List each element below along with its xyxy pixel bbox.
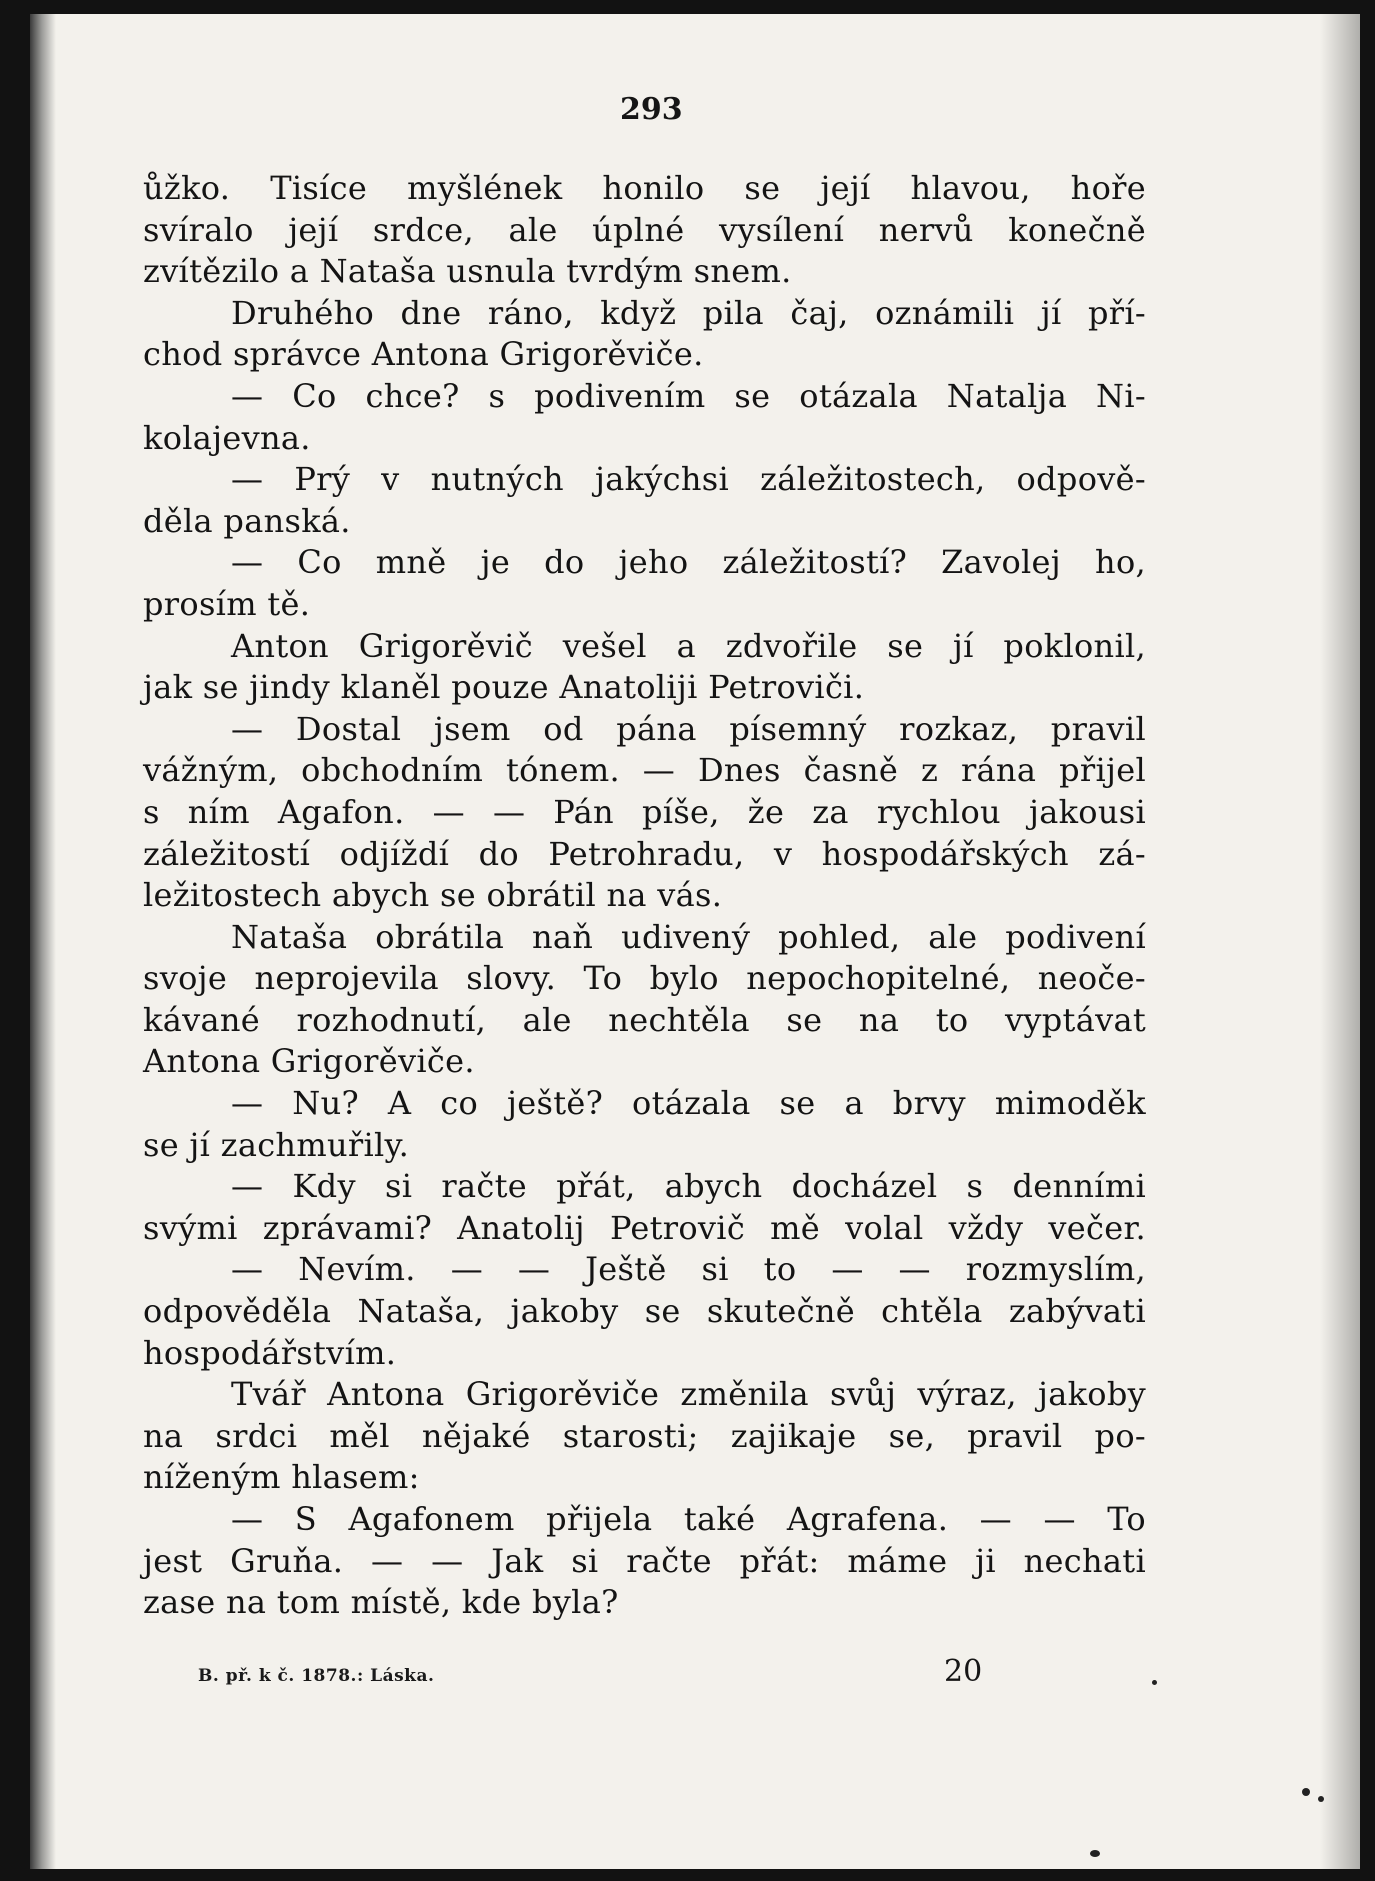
text-line: ležitostech abych se obrátil na vás.	[143, 876, 723, 915]
text-line: — Nevím. — — Ještě si to — — rozmyslím,	[231, 1250, 1146, 1289]
text-line: na srdci měl nějaké starosti; zajikaje se, pravil po-	[143, 1416, 1146, 1455]
text-line: zvítězilo a Nataša usnula tvrdým snem.	[143, 252, 792, 291]
text-line: kolajevna.	[143, 418, 311, 457]
text-line: ůžko. Tisíce myšlének honilo se její hlavou, hoře	[143, 169, 1146, 207]
ink-speck	[1152, 1680, 1157, 1685]
text-line: Nataša obrátila naň udivený pohled, ale podivení	[231, 917, 1146, 956]
text-line: jak se jindy klaněl pouze Anatoliji Petroviči.	[143, 668, 865, 707]
text-line: — Co chce? s podivením se otázala Natalja Ni-	[231, 376, 1146, 415]
text-line: děla panská.	[143, 501, 351, 540]
sheet-number: 20	[944, 1654, 983, 1689]
text-line: — Dostal jsem od pána písemný rozkaz, pravil	[231, 709, 1146, 748]
printer-signature: B. př. k č. 1878.: Láska.	[198, 1666, 435, 1686]
text-line: prosím tě.	[143, 584, 311, 623]
text-line: Tvář Antona Grigorěviče změnila svůj výraz, jakoby	[231, 1375, 1146, 1414]
text-line: — Co mně je do jeho záležitostí? Zavolej ho,	[231, 543, 1146, 582]
text-line: záležitostí odjíždí do Petrohradu, v hospodářských zá-	[143, 834, 1146, 873]
text-line: — Prý v nutných jakýchsi záležitostech, odpově-	[231, 460, 1146, 499]
text-line: s ním Agafon. — — Pán píše, že za rychlou jakousi	[143, 792, 1146, 831]
body-text	[143, 168, 1146, 1624]
text-line: jest Gruňa. — — Jak si račte přát: máme ji nechati	[143, 1541, 1146, 1580]
page-gutter-shadow	[30, 14, 56, 1869]
ink-speck	[1318, 1796, 1324, 1802]
text-line: hospodářstvím.	[143, 1333, 397, 1372]
text-line: — Kdy si račte přát, abych docházel s denními	[231, 1167, 1146, 1206]
text-line: Druhého dne ráno, když pila čaj, oznámili jí pří-	[231, 293, 1146, 332]
text-line: chod správce Antona Grigorěviče.	[143, 335, 704, 374]
text-line: — Nu? A co ještě? otázala se a brvy mimoděk	[231, 1084, 1146, 1123]
text-line: Antona Grigorěviče.	[143, 1042, 475, 1081]
text-line: svými zprávami? Anatolij Petrovič mě volal vždy večer.	[143, 1208, 1146, 1247]
text-line: — S Agafonem přijela také Agrafena. — — To	[231, 1500, 1146, 1538]
text-line: zase na tom místě, kde byla?	[143, 1583, 619, 1622]
ink-speck	[1302, 1788, 1310, 1796]
text-line: vážným, obchodním tónem. — Dnes časně z rána přijel	[143, 751, 1146, 790]
text-line: se jí zachmuřily.	[143, 1125, 410, 1164]
text-line: kávané rozhodnutí, ale nechtěla se na to vyptávat	[143, 1000, 1146, 1039]
page-number: 293	[620, 92, 683, 127]
ink-speck	[1090, 1850, 1100, 1857]
text-line: svoje neprojevila slovy. To bylo nepochopitelné, neoče-	[143, 959, 1146, 998]
page-edge-shadow	[1320, 14, 1360, 1869]
text-line: odpověděla Nataša, jakoby se skutečně chtěla zabývati	[143, 1292, 1146, 1331]
text-line: svíralo její srdce, ale úplné vysílení nervů konečně	[143, 210, 1146, 249]
text-line: Anton Grigorěvič vešel a zdvořile se jí poklonil,	[231, 626, 1146, 665]
text-line: níženým hlasem:	[143, 1458, 420, 1497]
